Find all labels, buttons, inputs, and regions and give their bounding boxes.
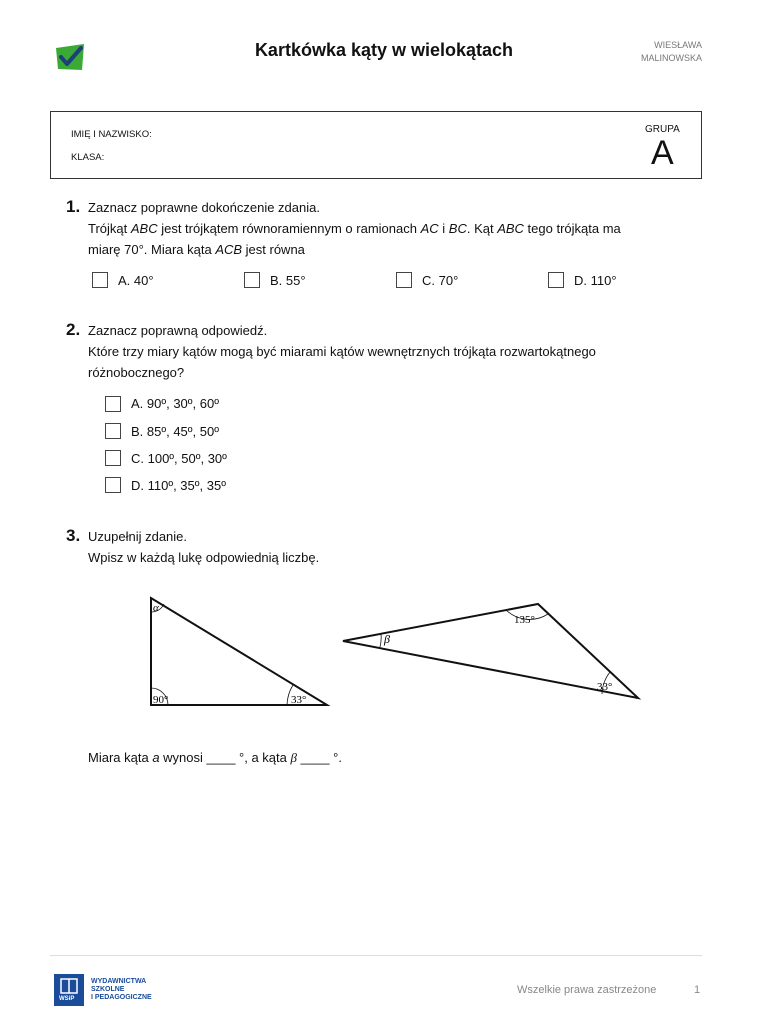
q1-option-c-label: C. 70° — [422, 273, 459, 288]
wsip-badge-text: WSiP — [59, 996, 75, 1002]
q2-option-b-label: B. 85º, 45º, 50º — [131, 424, 219, 439]
question-3-answer-line: Miara kąta a wynosi ____ °, a kąta β ____ °. — [88, 750, 342, 765]
question-3-instruction: Uzupełnij zdanie. — [88, 529, 188, 544]
class-field-label: KLASA: — [71, 152, 105, 163]
page-number: 1 — [694, 984, 701, 996]
group-label: GRUPA — [645, 124, 680, 135]
triangle-2 — [343, 604, 638, 698]
q2-option-c-label: C. 100º, 50º, 30º — [131, 451, 227, 466]
publisher-name — [91, 978, 152, 1002]
t2-angle-label: 33° — [597, 681, 613, 693]
q2-option-d-label: D. 110º, 35º, 35º — [131, 478, 226, 493]
group-value: A — [651, 134, 674, 172]
wsip-logo-icon — [54, 974, 84, 1006]
q1-option-d-label: D. 110° — [574, 273, 617, 288]
author-line2: MALINOWSKA — [640, 53, 702, 63]
t1-alpha-label: α — [153, 602, 159, 614]
t1-angle-label: 33° — [291, 694, 307, 706]
q1-option-a-label: A. 40° — [118, 273, 154, 288]
question-1-line3: miarę 70°. Miara kąta ACB jest równa — [88, 242, 305, 257]
footer-divider — [50, 955, 702, 956]
question-1-line2: Trójkąt ABC jest trójkątem równoramiennym o ramionach AC i BC. Kąt ABC tego trójkąta ma — [88, 221, 621, 236]
q2-option-a-label: A. 90º, 30º, 60º — [131, 396, 219, 411]
question-1-number: 1. — [66, 197, 81, 216]
page-title: Kartkówka kąty w wielokątach — [254, 40, 514, 60]
publisher-line2: SZKOLNE — [91, 986, 125, 993]
question-1-instruction: Zaznacz poprawne dokończenie zdania. — [88, 200, 320, 215]
name-field-label: IMIĘ I NAZWISKO: — [71, 129, 152, 140]
question-3-line2: Wpisz w każdą lukę odpowiednią liczbę. — [88, 550, 320, 565]
t1-right-angle-label: 90° — [153, 694, 169, 706]
question-2-line3: różnobocznego? — [88, 365, 185, 380]
q1-option-b-label: B. 55° — [270, 273, 306, 288]
t2-beta-label: β — [384, 632, 390, 646]
t2-obtuse-label: 135° — [514, 614, 535, 626]
publisher-line1: WYDAWNICTWA — [91, 978, 147, 985]
question-3-number: 3. — [66, 526, 81, 545]
copyright-text: Wszelkie prawa zastrzeżone — [517, 984, 657, 996]
publisher-line3: I PEDAGOGICZNE — [91, 994, 152, 1001]
triangle-1 — [151, 598, 327, 706]
question-2-line2: Które trzy miary kątów mogą być miarami kątów wewnętrznych trójkąta rozwartokątnego — [88, 344, 596, 359]
question-2-number: 2. — [66, 320, 81, 339]
author-line1: WIESŁAWA — [654, 40, 702, 50]
question-2-instruction: Zaznacz poprawną odpowiedź. — [88, 323, 268, 338]
